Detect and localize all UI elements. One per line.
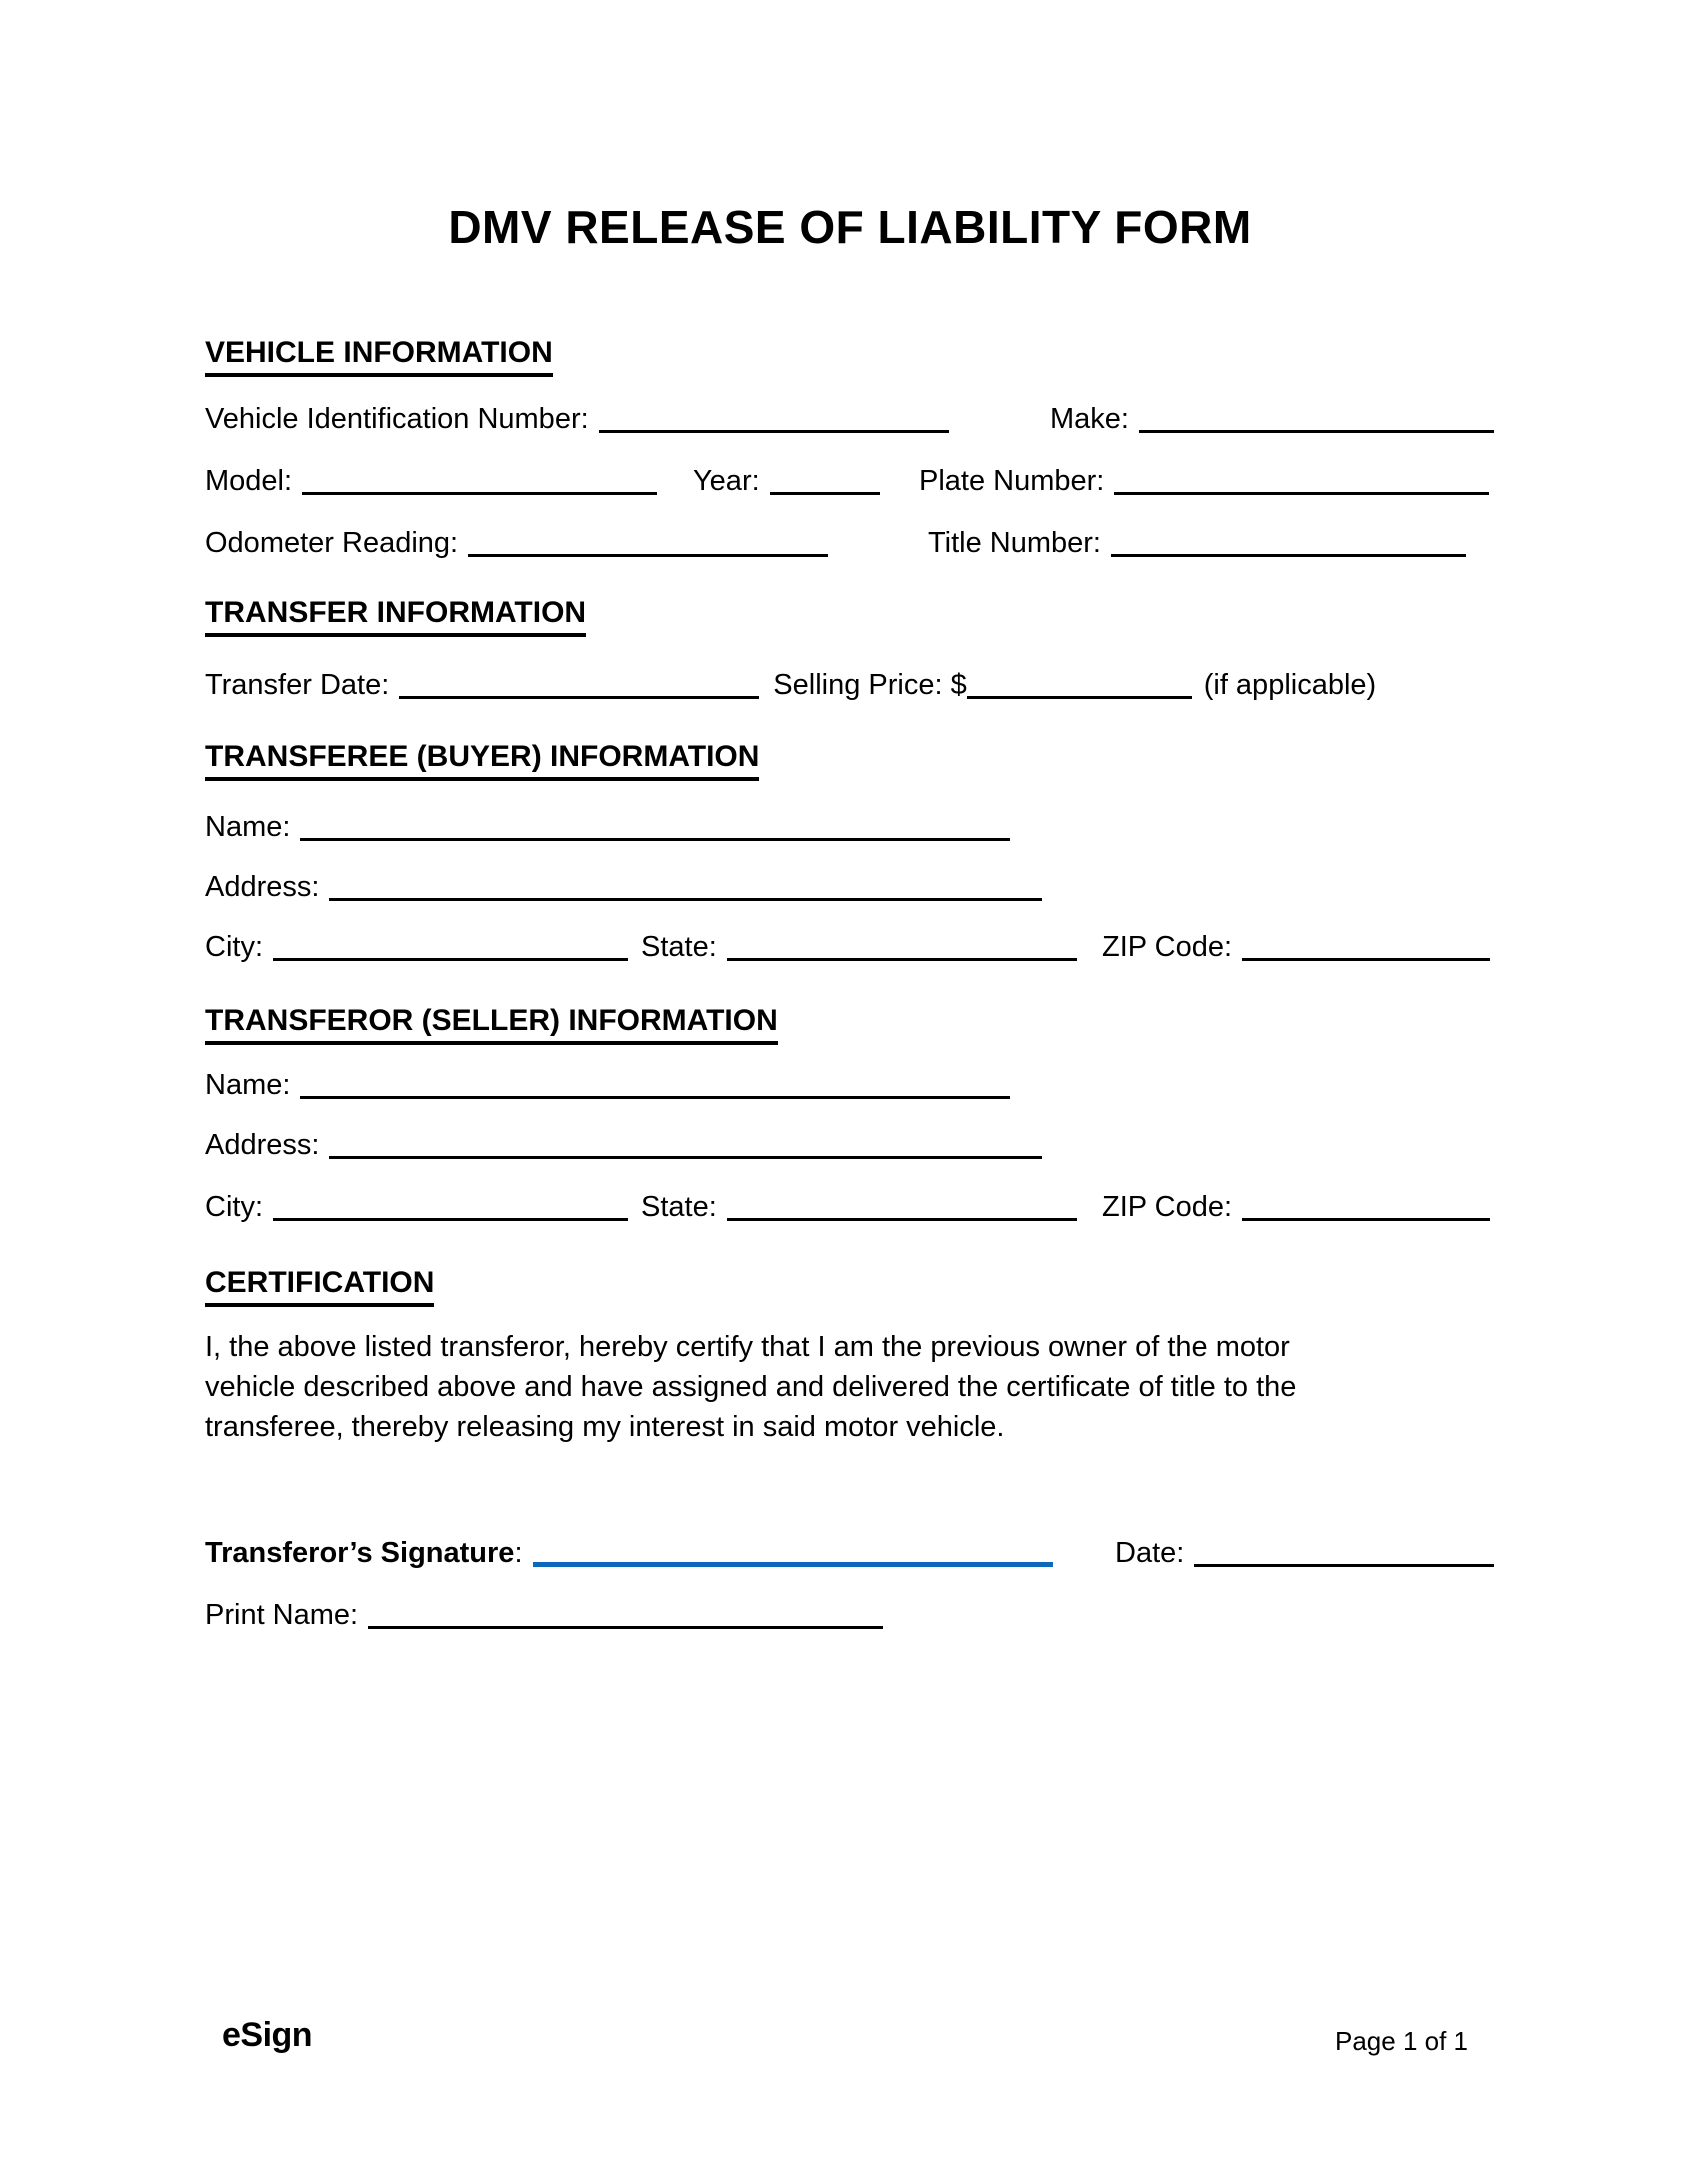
vin-input-line[interactable] xyxy=(599,403,949,433)
odometer-input-line[interactable] xyxy=(468,527,828,557)
model-label: Model: xyxy=(205,465,293,497)
buyer-name-input-line[interactable] xyxy=(300,811,1010,841)
vin-label: Vehicle Identification Number: xyxy=(205,403,589,435)
buyer-name-label: Name: xyxy=(205,811,291,843)
seller-name-label: Name: xyxy=(205,1069,291,1101)
buyer-state-label: State: xyxy=(641,931,717,963)
if-applicable-note: (if applicable) xyxy=(1203,669,1377,701)
transferor-signature-colon: : xyxy=(514,1537,523,1569)
title-number-label: Title Number: xyxy=(928,527,1101,559)
seller-address-row xyxy=(205,1124,1500,1165)
buyer-zip-group xyxy=(1102,926,1490,967)
seller-address-label: Address: xyxy=(205,1129,320,1161)
buyer-city-label: City: xyxy=(205,931,263,963)
signature-date-input-line[interactable] xyxy=(1194,1537,1494,1567)
signature-date-label: Date: xyxy=(1115,1537,1185,1569)
print-name-row xyxy=(205,1594,1500,1635)
model-input-line[interactable] xyxy=(302,465,657,495)
certification-text xyxy=(205,1327,1505,1447)
seller-address-input-line[interactable] xyxy=(329,1129,1042,1159)
buyer-zip-input-line[interactable] xyxy=(1242,931,1490,961)
seller-zip-label: ZIP Code: xyxy=(1102,1191,1233,1223)
buyer-city-input-line[interactable] xyxy=(273,931,628,961)
buyer-zip-label: ZIP Code: xyxy=(1102,931,1233,963)
odometer-label: Odometer Reading: xyxy=(205,527,459,559)
page-number-label: Page 1 of 1 xyxy=(1335,2026,1468,2056)
seller-city-state-zip-row xyxy=(205,1186,1500,1227)
vehicle-row-odometer-title xyxy=(205,522,1500,563)
print-name-input-line[interactable] xyxy=(368,1599,883,1629)
plate-number-label: Plate Number: xyxy=(919,465,1105,497)
buyer-state-input-line[interactable] xyxy=(727,931,1077,961)
esign-logo: eSign xyxy=(222,2016,313,2054)
transfer-row xyxy=(205,664,1500,705)
seller-state-label: State: xyxy=(641,1191,717,1223)
seller-zip-input-line[interactable] xyxy=(1242,1191,1490,1221)
make-input-line[interactable] xyxy=(1139,403,1494,433)
buyer-city-state-zip-row xyxy=(205,926,1500,967)
transfer-date-label: Transfer Date: xyxy=(205,669,390,701)
make-label: Make: xyxy=(1050,403,1129,435)
seller-zip-group xyxy=(1102,1186,1490,1227)
title-number-group xyxy=(928,522,1466,563)
seller-state-input-line[interactable] xyxy=(727,1191,1077,1221)
buyer-address-label: Address: xyxy=(205,871,320,903)
vehicle-row-vin-make xyxy=(205,398,1500,439)
year-label: Year: xyxy=(693,465,760,497)
signature-row xyxy=(205,1532,1500,1573)
document-title: DMV RELEASE OF LIABILITY FORM xyxy=(448,201,1252,253)
make-group xyxy=(1050,398,1494,439)
transferor-signature-label: Transferor’s Signature xyxy=(205,1537,515,1569)
vehicle-information-heading: VEHICLE INFORMATION xyxy=(205,336,553,377)
certification-text-line-1: I, the above listed transferor, hereby certify that I am the previous owner of the motor xyxy=(205,1331,1290,1363)
plate-group xyxy=(919,460,1489,501)
selling-price-label: Selling Price: $ xyxy=(773,669,967,701)
buyer-name-row xyxy=(205,806,1500,847)
buyer-state-group xyxy=(641,926,1077,967)
seller-name-input-line[interactable] xyxy=(300,1069,1010,1099)
seller-state-group xyxy=(641,1186,1077,1227)
seller-name-row xyxy=(205,1064,1500,1105)
buyer-address-input-line[interactable] xyxy=(329,871,1042,901)
vehicle-row-model-year-plate xyxy=(205,460,1500,501)
year-input-line[interactable] xyxy=(770,465,880,495)
buyer-address-row xyxy=(205,866,1500,907)
year-group xyxy=(693,460,880,501)
seller-city-input-line[interactable] xyxy=(273,1191,628,1221)
certification-heading: CERTIFICATION xyxy=(205,1266,434,1307)
title-number-input-line[interactable] xyxy=(1111,527,1466,557)
transferor-information-heading: TRANSFEROR (SELLER) INFORMATION xyxy=(205,1004,778,1045)
selling-price-input-line[interactable] xyxy=(967,669,1192,699)
transferee-information-heading: TRANSFEREE (BUYER) INFORMATION xyxy=(205,740,759,781)
transferor-signature-line[interactable] xyxy=(533,1537,1053,1567)
plate-number-input-line[interactable] xyxy=(1114,465,1489,495)
certification-text-line-2: vehicle described above and have assigned and delivered the certificate of title to the xyxy=(205,1371,1297,1403)
transfer-information-heading: TRANSFER INFORMATION xyxy=(205,596,586,637)
seller-city-label: City: xyxy=(205,1191,263,1223)
print-name-label: Print Name: xyxy=(205,1599,359,1631)
transfer-date-input-line[interactable] xyxy=(399,669,759,699)
signature-date-group xyxy=(1115,1532,1494,1573)
certification-text-line-3: transferee, thereby releasing my interest in said motor vehicle. xyxy=(205,1411,1005,1443)
